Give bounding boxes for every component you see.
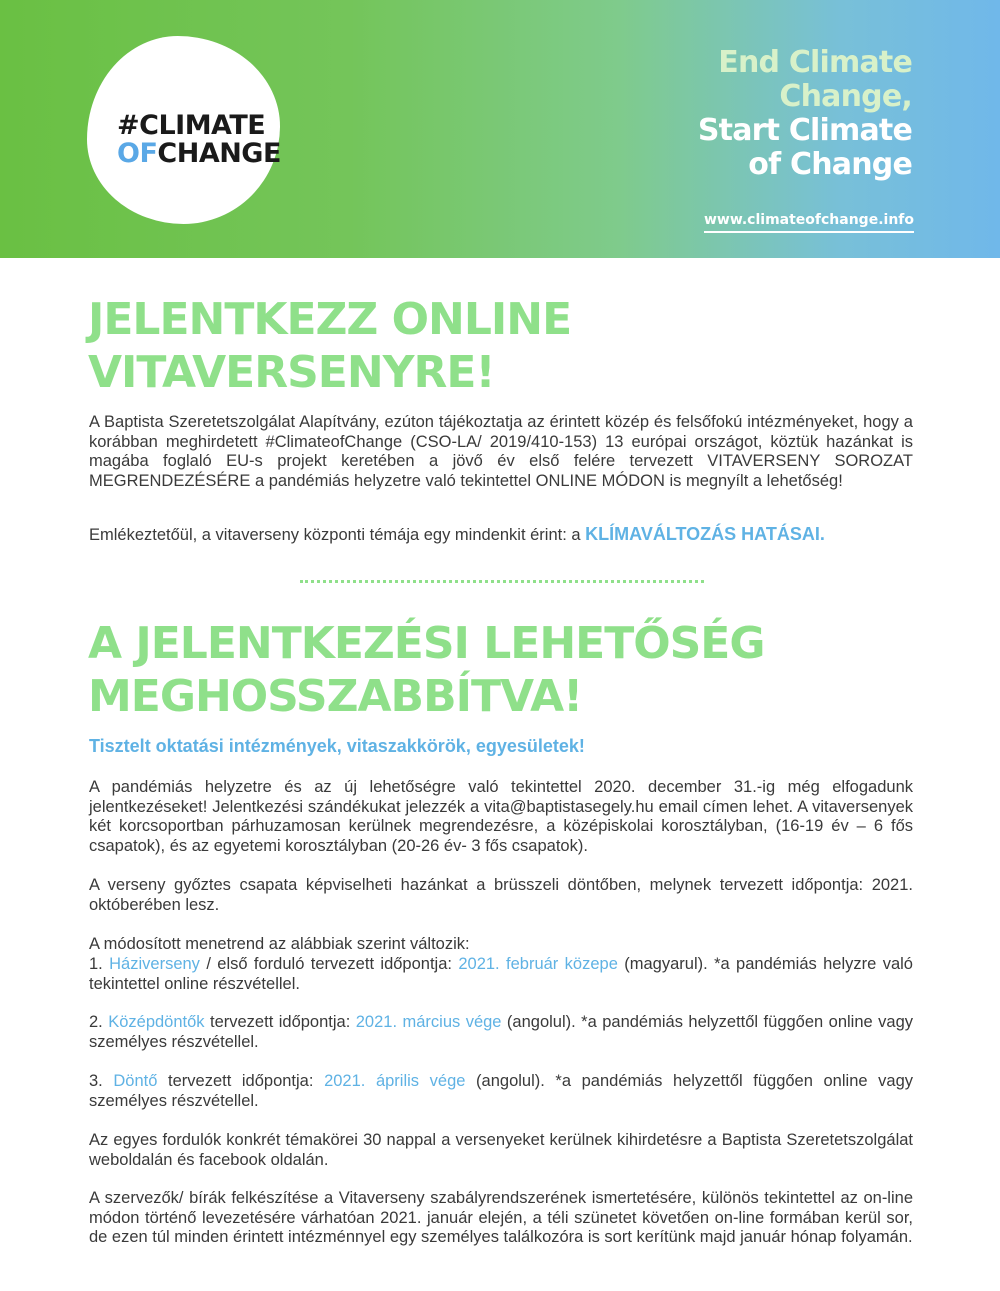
item-mid-text: / első forduló tervezett időpontja: [199, 955, 459, 973]
training-paragraph: A szervezők/ bírák felkészítése a Vitaverseny szabályrendszerének ismertetésére, különös tekintettel az on-line módon történő levezetésére várhatóan 2021. január elején, a téli szünetet követően on-line formában kerül sor, de ezen túl minden érintett intézménnyel egy személyes találkozóra is sort kerítünk majd január hónap folyamán. [89, 1189, 913, 1247]
tagline-line-1: End Climate [718, 45, 912, 80]
registration-paragraph: A pandémiás helyzetre és az új lehetőségre való tekintettel 2020. december 31.-ig még elfogadunk jelentkezéseket! Jelentkezési szándékukat jelezzék a vita@baptistasegely.hu email címen lehet. A vitaversenyek két korcsoportban párhuzamosan kerülnek megrendezésre, a középiskolai korosztályban, (16-19 év – 6 fős csapatok), és az egyetemi korosztályban (20-26 év- 3 fős csapatok). [89, 778, 913, 855]
item-rest-text: (angolul). *a pandémiás helyzettől függően online vagy személyes részvétellel. [89, 1072, 913, 1110]
dotted-divider [300, 580, 704, 583]
schedule-item-2 [89, 1013, 913, 1052]
item-stage-name: Középdöntők [108, 1013, 205, 1031]
reminder-text: Emlékeztetőül, a vitaverseny központi témája egy mindenkit érint: a [89, 526, 586, 544]
schedule-item-1 [89, 955, 913, 994]
website-link[interactable]: www.climateofchange.info [704, 212, 914, 233]
item-number: 3. [89, 1072, 114, 1090]
item-stage-name: Háziverseny [109, 955, 200, 973]
logo-change: CHANGE [157, 138, 281, 169]
logo-line-2 [117, 140, 281, 168]
logo-of: OF [117, 138, 158, 169]
section1-paragraph: A Baptista Szeretetszolgálat Alapítvány, ezúton tájékoztatja az érintett közép és felsőfokú intézményeket, hogy a korábban meghirdetett #ClimateofChange (CSO-LA/ 2019/410-153) 13 európai országot, köztük hazánkat is magába foglaló EU-s projekt keretében a jövő év első felére tervezett VITAVERSENY SOROZAT MEGRENDEZÉSÉRE a pandémiás helyzetre való tekintettel ONLINE MÓDON is megnyílt a lehetőség! [89, 413, 913, 490]
item-number: 2. [89, 1013, 109, 1031]
section1-title [88, 293, 888, 399]
section2-title-line-1: A JELENTKEZÉSI LEHETŐSÉG [88, 618, 765, 669]
greeting-subheading: Tisztelt oktatási intézmények, vitaszakkörök, egyesületek! [89, 736, 585, 756]
section1-title-line-2: VITAVERSENYRE! [88, 347, 495, 398]
topic-reminder [89, 525, 913, 546]
tagline-line-4: of Change [748, 147, 912, 182]
item-stage-name: Döntő [113, 1072, 158, 1090]
tagline-line-2: Change, [779, 79, 912, 114]
campaign-tagline [698, 46, 912, 182]
schedule-intro: A módosított menetrend az alábbiak szerint változik: [89, 935, 470, 953]
section1-title-line-1: JELENTKEZZ ONLINE [88, 294, 572, 345]
item-date: 2021. február közepe [458, 955, 618, 973]
item-rest-text: (magyarul). *a pandémiás helyzre való tekintettel online részvétellel. [89, 955, 913, 993]
item-date: 2021. március vége [355, 1013, 502, 1031]
item-mid-text: tervezett időpontja: [157, 1072, 325, 1090]
header-banner [0, 0, 1000, 258]
section2-title [88, 617, 888, 723]
climate-of-change-logo [117, 112, 281, 168]
reminder-topic: KLÍMAVÁLTOZÁS HATÁSAI. [585, 524, 825, 544]
item-mid-text: tervezett időpontja: [204, 1013, 356, 1031]
topics-paragraph: Az egyes fordulók konkrét témakörei 30 nappal a versenyeket kerülnek kihirdetésre a Baptista Szeretetszolgálat weboldalán és facebook oldalán. [89, 1131, 913, 1169]
item-date: 2021. április vége [324, 1072, 466, 1090]
logo-line-1: #CLIMATE [117, 110, 266, 141]
final-paragraph: A verseny győztes csapata képviselheti hazánkat a brüsszeli döntőben, melynek tervezett időpontja: 2021. októberében lesz. [89, 876, 913, 914]
schedule-item-3 [89, 1072, 913, 1111]
item-rest-text: (angolul). *a pandémiás helyzettől függően online vagy személyes részvétellel. [89, 1013, 913, 1051]
item-number: 1. [89, 955, 110, 973]
section2-title-line-2: MEGHOSSZABBÍTVA! [88, 671, 583, 722]
tagline-line-3: Start Climate [697, 113, 912, 148]
